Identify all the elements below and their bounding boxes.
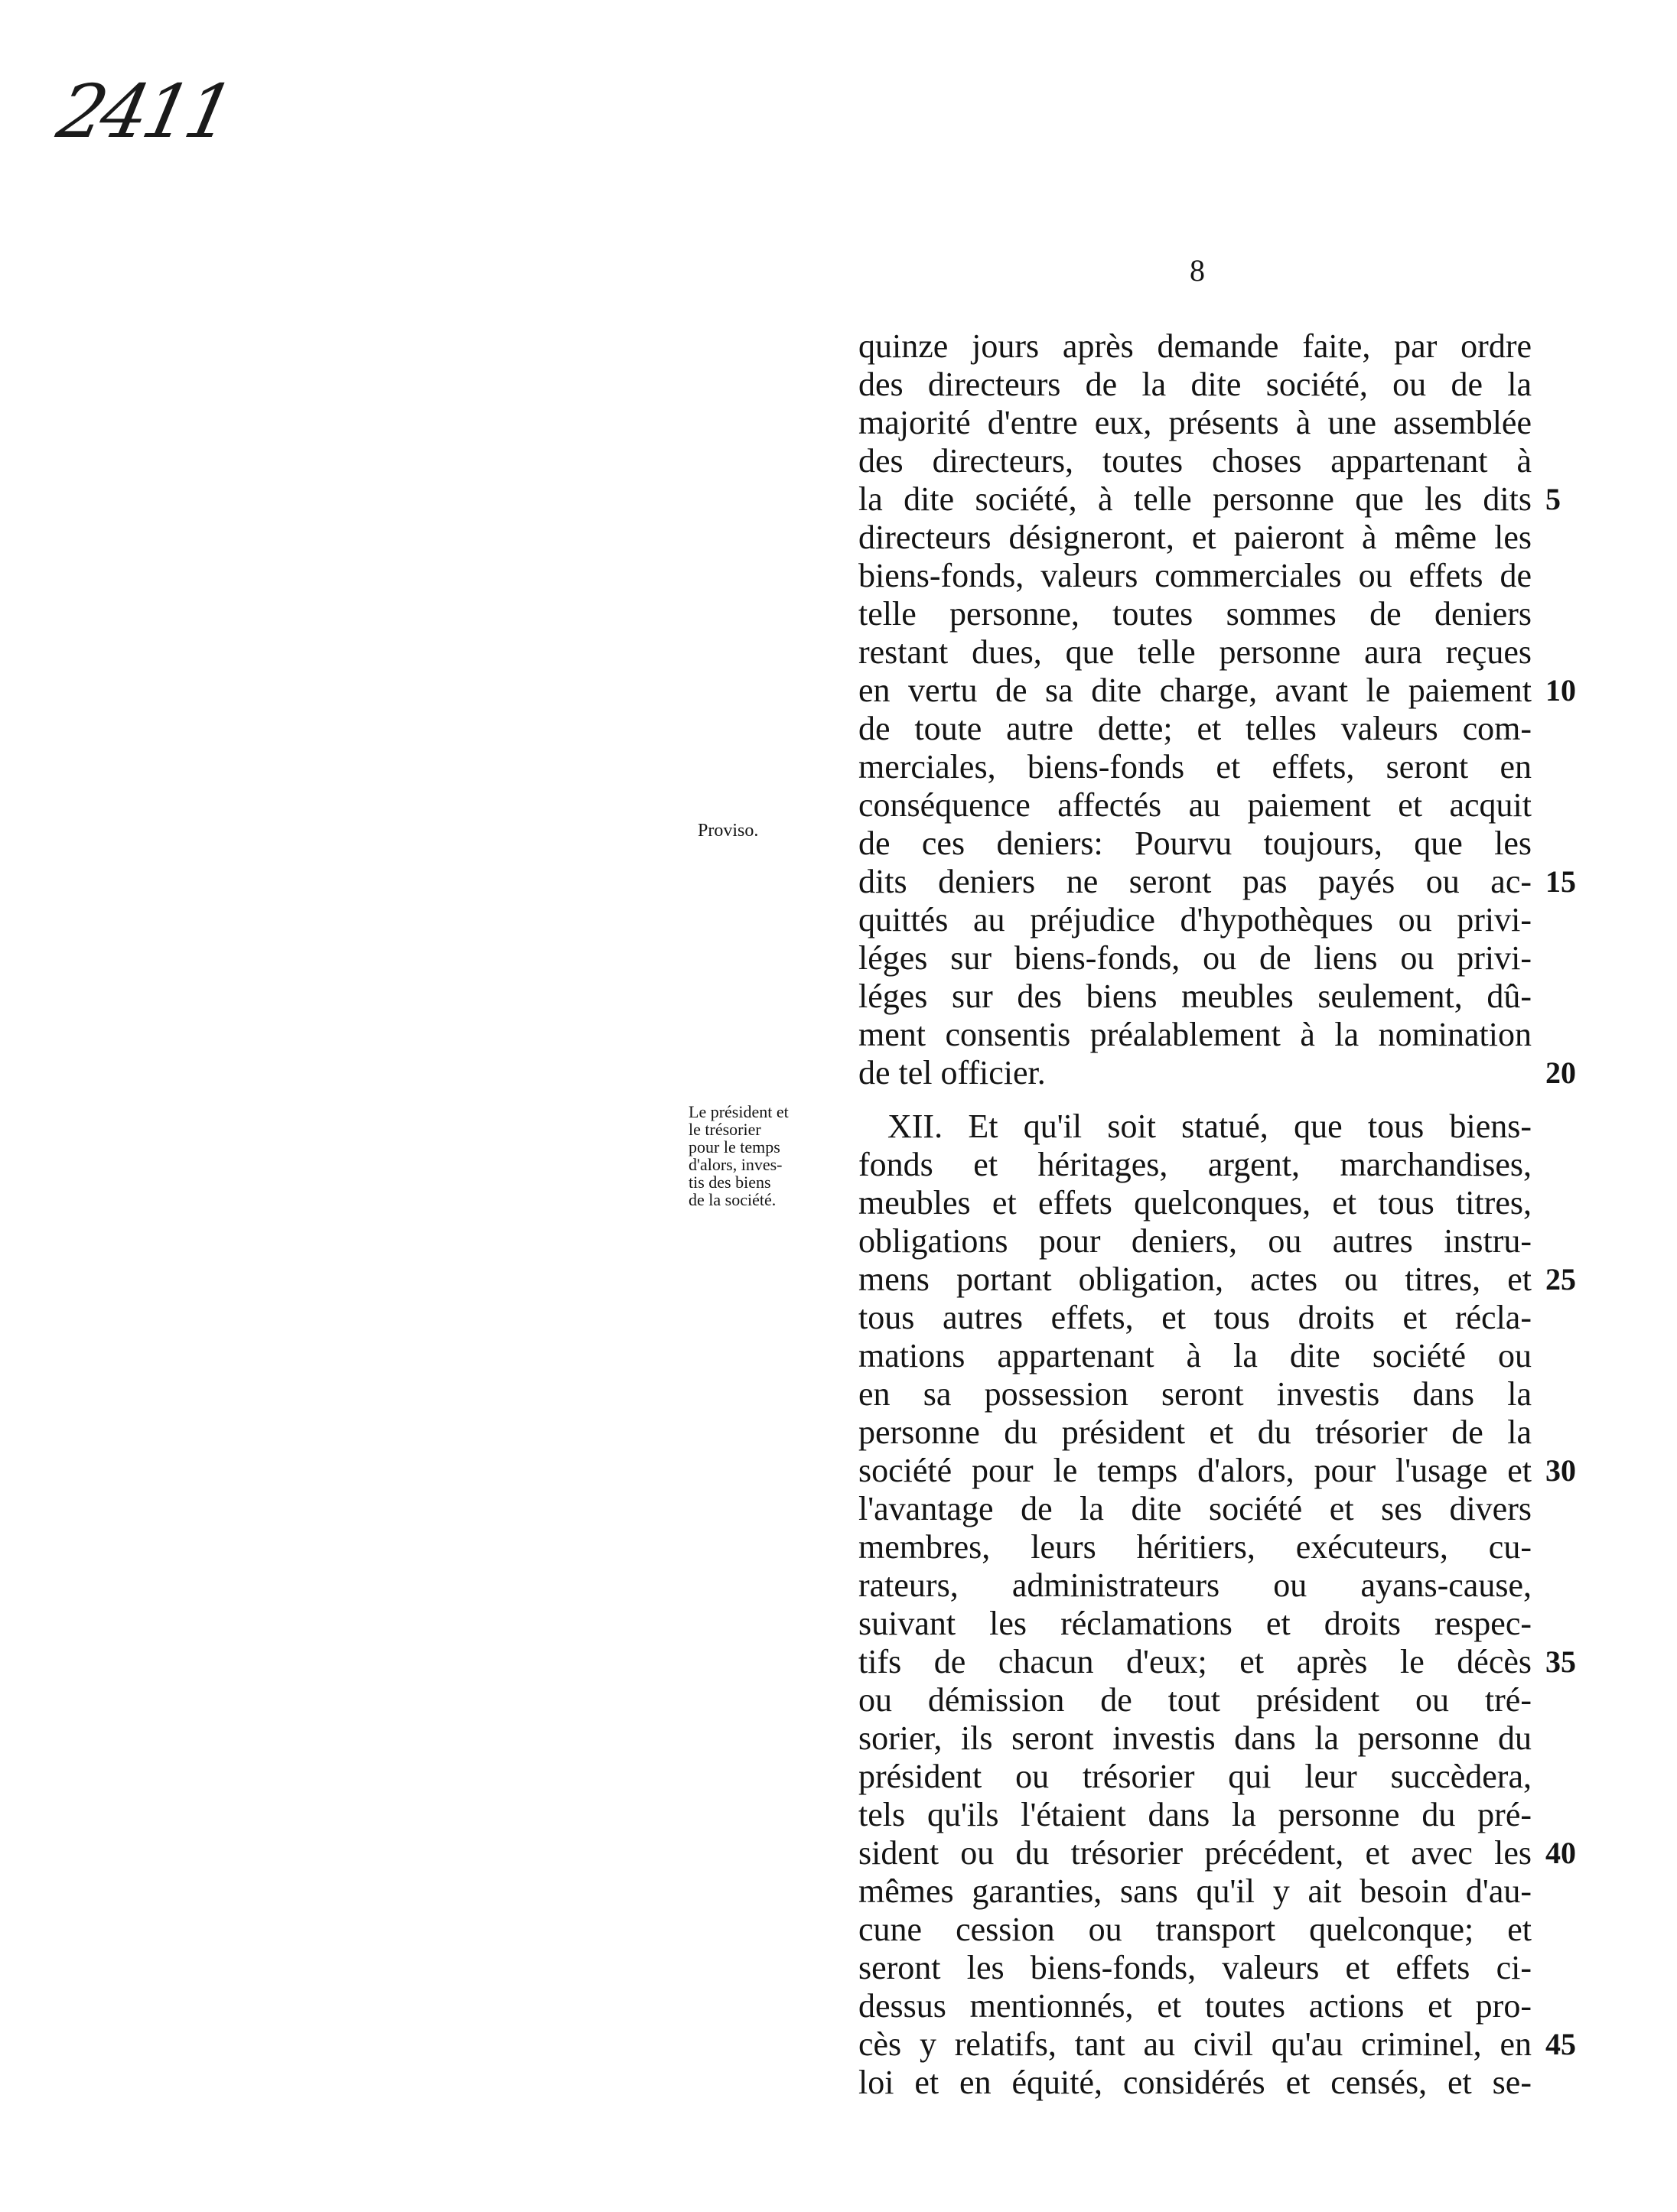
text-line: ou démission de tout président ou tré-	[858, 1681, 1532, 1719]
line-number: 30	[1545, 1453, 1576, 1488]
margin-note-line: Le président et	[689, 1102, 789, 1121]
text-line: seront les biens-fonds, valeurs et effets ci-	[858, 1949, 1532, 1986]
text-line: des directeurs, toutes choses appartenant à	[858, 442, 1532, 480]
text-line: l'avantage de la dite société et ses divers	[858, 1490, 1532, 1527]
margin-note-line: d'alors, inves-	[689, 1155, 783, 1174]
text-line: restant dues, que telle personne aura reçues	[858, 633, 1532, 671]
text-line: telle personne, toutes sommes de deniers	[858, 595, 1532, 633]
margin-note-proviso: Proviso.	[698, 821, 759, 841]
text-line: quittés au préjudice d'hypothèques ou privi-	[858, 901, 1532, 938]
text-line: dessus mentionnés, et toutes actions et pro-	[858, 1987, 1532, 2025]
text-line: en sa possession seront investis dans la	[858, 1375, 1532, 1413]
text-line: la dite société, à telle personne que les dits	[858, 480, 1532, 518]
text-line: léges sur des biens meubles seulement, dû-	[858, 978, 1532, 1015]
margin-note-line: tis des biens	[689, 1173, 771, 1192]
margin-note-line: le trésorier	[689, 1120, 761, 1139]
text-line: société pour le temps d'alors, pour l'usage et	[858, 1452, 1532, 1489]
text-line: président ou trésorier qui leur succèdera,	[858, 1758, 1532, 1795]
text-line: rateurs, administrateurs ou ayans-cause,	[858, 1566, 1532, 1604]
text-line: biens-fonds, valeurs commerciales ou effets de	[858, 557, 1532, 594]
handwritten-folio-number: 2411	[50, 69, 238, 155]
text-line: merciales, biens-fonds et effets, seront en	[858, 748, 1532, 786]
page-number: 8	[1190, 253, 1205, 288]
text-line: personne du président et du trésorier de la	[858, 1413, 1532, 1451]
text-line: meubles et effets quelconques, et tous titres,	[858, 1184, 1532, 1221]
text-line: de ces deniers: Pourvu toujours, que les	[858, 825, 1532, 862]
margin-note-president-treasurer	[689, 1103, 842, 1208]
text-line: loi et en équité, considérés et censés, et se-	[858, 2064, 1532, 2101]
line-number: 40	[1545, 1836, 1576, 1870]
margin-note-line: de la société.	[689, 1190, 777, 1209]
text-line: sorier, ils seront investis dans la personne du	[858, 1719, 1532, 1757]
text-line: tels qu'ils l'étaient dans la personne du pré-	[858, 1796, 1532, 1833]
line-number: 10	[1545, 673, 1576, 708]
line-number: 25	[1545, 1262, 1576, 1296]
text-line: mations appartenant à la dite société ou	[858, 1337, 1532, 1374]
text-line: des directeurs de la dite société, ou de la	[858, 366, 1532, 403]
line-number: 15	[1545, 864, 1576, 899]
text-line: directeurs désigneront, et paieront à même les	[858, 519, 1532, 556]
line-number: 35	[1545, 1644, 1576, 1679]
text-line: obligations pour deniers, ou autres instru-	[858, 1222, 1532, 1260]
text-line: quinze jours après demande faite, par ordre	[858, 327, 1532, 365]
text-line: dits deniers ne seront pas payés ou ac-	[858, 863, 1532, 900]
text-line: de tel officier.	[858, 1054, 1046, 1091]
text-line: tous autres effets, et tous droits et récla-	[858, 1299, 1532, 1336]
line-number: 20	[1545, 1056, 1576, 1090]
text-line: en vertu de sa dite charge, avant le paiement	[858, 672, 1532, 709]
text-line: majorité d'entre eux, présents à une assemblée	[858, 404, 1532, 441]
text-line: cès y relatifs, tant au civil qu'au criminel, en	[858, 2025, 1532, 2063]
text-line: de toute autre dette; et telles valeurs com-	[858, 710, 1532, 747]
margin-note-line: pour le temps	[689, 1137, 780, 1156]
text-line: sident ou du trésorier précédent, et avec les	[858, 1834, 1532, 1872]
text-line: léges sur biens-fonds, ou de liens ou privi-	[858, 939, 1532, 977]
line-number: 45	[1545, 2027, 1576, 2061]
text-line: membres, leurs héritiers, exécuteurs, cu-	[858, 1528, 1532, 1566]
text-line: tifs de chacun d'eux; et après le décès	[858, 1643, 1532, 1680]
text-line: fonds et héritages, argent, marchandises,	[858, 1146, 1532, 1183]
text-line: mens portant obligation, actes ou titres, et	[858, 1261, 1532, 1298]
text-line: conséquence affectés au paiement et acquit	[858, 786, 1532, 824]
text-line: ment consentis préalablement à la nomination	[858, 1016, 1532, 1053]
text-line-section-heading: XII. Et qu'il soit statué, que tous biens-	[887, 1108, 1532, 1145]
text-line: suivant les réclamations et droits respec-	[858, 1605, 1532, 1642]
text-line: cune cession ou transport quelconque; et	[858, 1911, 1532, 1948]
text-line: mêmes garanties, sans qu'il y ait besoin d'au-	[858, 1872, 1532, 1910]
line-number: 5	[1545, 482, 1561, 516]
